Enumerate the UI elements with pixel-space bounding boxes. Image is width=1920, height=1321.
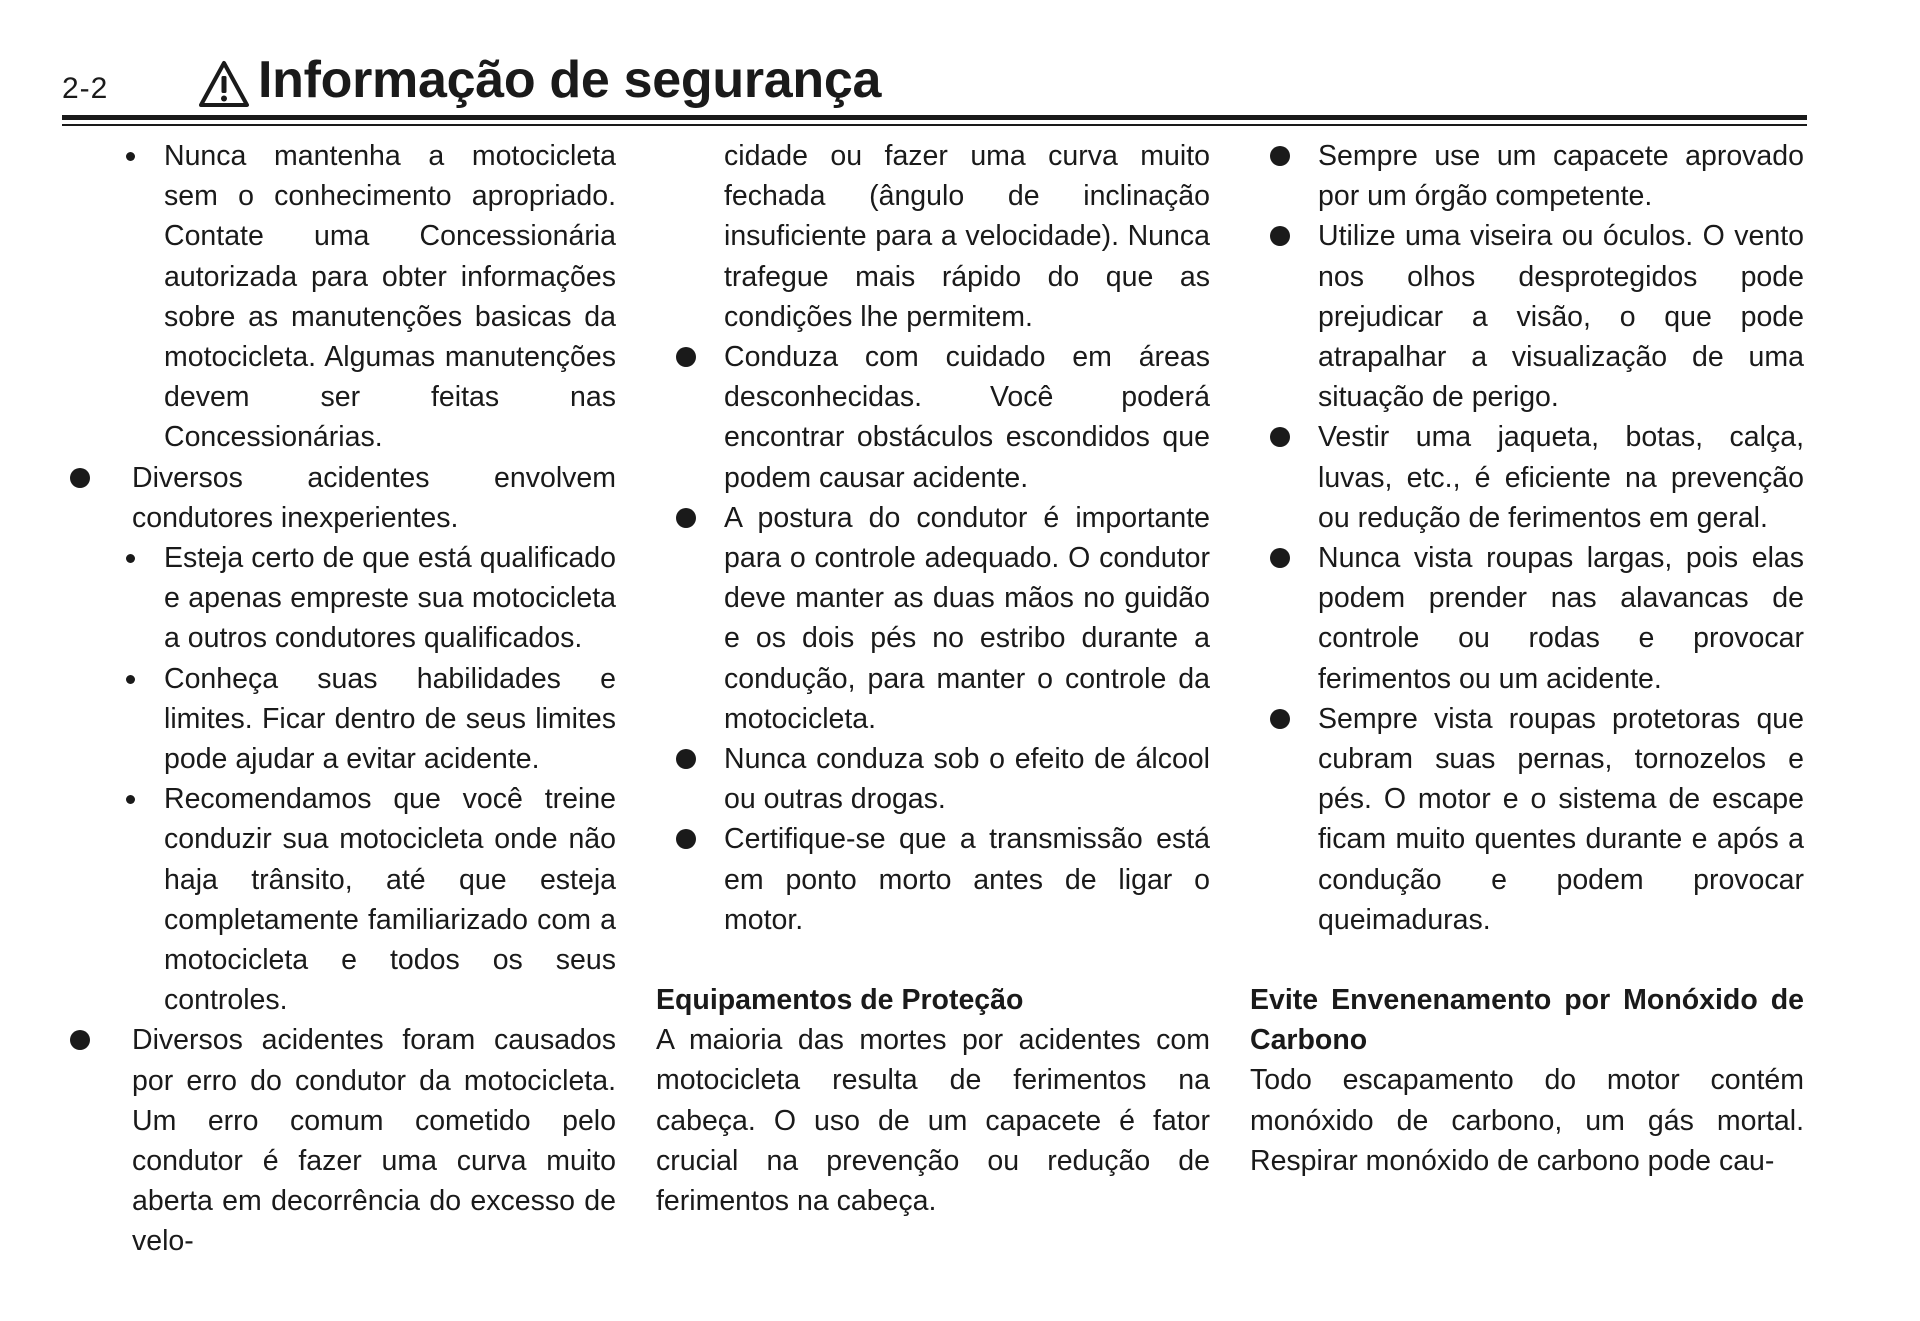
bullet-icon (1270, 548, 1290, 568)
list-item-text: Diversos acidentes foram causados por erro do condutor da motocicleta. Um erro comum cometido pelo condutor é fazer uma curva muito aberta em decorrência do excesso de velo- (132, 1024, 616, 1258)
small-bullet-icon (126, 675, 135, 684)
list-item-text: Vestir uma jaqueta, botas, calça, luvas, etc., é eficiente na prevenção ou redução de ferimentos em geral. (1318, 421, 1804, 534)
list-item (1250, 699, 1804, 940)
bullet-icon (676, 829, 696, 849)
continued-text: cidade ou fazer uma curva muito fechada (ângulo de inclinação insuficiente para a velocidade). Nunca trafegue mais rápido do que as condições lhe permitem. (724, 140, 1210, 333)
list-item (1250, 538, 1804, 699)
list-item (656, 498, 1210, 739)
list-item (656, 337, 1210, 498)
header-rule-thin (62, 124, 1807, 126)
list-item (1250, 136, 1804, 216)
page-title: Informação de segurança (258, 51, 882, 109)
page-header (62, 50, 1807, 122)
list-item (70, 136, 616, 458)
list-item (656, 819, 1210, 940)
bullet-icon (676, 347, 696, 367)
bullet-icon (70, 468, 90, 488)
list-item-text: Sempre use um capacete aprovado por um órgão competente. (1318, 140, 1804, 213)
section-paragraph: Todo escapamento do motor contém monóxido de carbono, um gás mortal. Respirar monóxido de carbono pode cau- (1250, 1064, 1804, 1177)
list-item (70, 659, 616, 780)
section-paragraph: A maioria das mortes por acidentes com motocicleta resulta de ferimentos na cabeça. O uso de um capacete é fator crucial na prevenção ou redução de ferimentos na cabeça. (656, 1024, 1210, 1218)
list-item-text: Nunca mantenha a motocicleta sem o conhecimento apropriado. Contate uma Concessionária autorizada para obter informações sobre as manutenções basicas da motocicleta. Algumas manutenções devem ser feitas nas Concessionárias. (164, 140, 616, 454)
list-item-text: Certifique-se que a transmissão está em ponto morto antes de ligar o motor. (724, 823, 1210, 936)
list-item (70, 1020, 616, 1261)
list-item (1250, 417, 1804, 538)
list-item (1250, 216, 1804, 417)
list-item (70, 458, 616, 538)
bullet-icon (1270, 226, 1290, 246)
list-item-text: Conduza com cuidado em áreas desconhecidas. Você poderá encontrar obstáculos escondidos que podem causar acidente. (724, 341, 1210, 494)
bullet-icon (676, 749, 696, 769)
bullet-icon (676, 508, 696, 528)
list-item (70, 779, 616, 1020)
list-item-text: Sempre vista roupas protetoras que cubram suas pernas, tornozelos e pés. O motor e o sistema de escape ficam muito quentes durante e após a condução e podem provocar queimaduras. (1318, 702, 1804, 936)
list-item-text: Diversos acidentes envolvem condutores inexperientes. (132, 461, 616, 534)
list-item-text: Conheça suas habilidades e limites. Ficar dentro de seus limites pode ajudar a evitar acidente. (164, 662, 616, 776)
list-item-text: A postura do condutor é importante para o controle adequado. O condutor deve manter as duas mãos no guidão e os dois pés no estribo durante a condução, para manter o controle da motocicleta. (724, 501, 1210, 735)
list-item-text: Esteja certo de que está qualificado e apenas empreste sua motocicleta a outros condutores qualificados. (164, 542, 616, 655)
bullet-icon (1270, 709, 1290, 729)
list-item-text: Nunca vista roupas largas, pois elas podem prender nas alavancas de controle ou rodas e provocar ferimentos ou um acidente. (1318, 542, 1804, 695)
section-heading: Equipamentos de Proteção (656, 984, 1024, 1017)
small-bullet-icon (126, 554, 135, 563)
list-item (70, 538, 616, 659)
section-heading: Evite Envenenamento por Monóxido de Carbono (1250, 984, 1804, 1057)
warning-triangle-icon (198, 60, 250, 108)
bullet-icon (70, 1030, 90, 1050)
list-item-text: Utilize uma viseira ou óculos. O vento nos olhos desprotegidos pode prejudicar a visão, o que pode atrapalhar a visualização de uma situação de perigo. (1318, 220, 1804, 414)
column-1 (70, 136, 616, 1262)
bullet-icon (1270, 146, 1290, 166)
header-rule-thick (62, 115, 1807, 120)
column-3 (1250, 136, 1804, 1181)
list-item-text: Nunca conduza sob o efeito de álcool ou outras drogas. (724, 743, 1210, 816)
list-item-text: Recomendamos que você treine conduzir sua motocicleta onde não haja trânsito, até que esteja completamente familiarizado com a motocicleta e todos os seus controles. (164, 783, 616, 1017)
small-bullet-icon (126, 795, 135, 804)
list-item (656, 739, 1210, 819)
page-number: 2-2 (62, 72, 109, 105)
small-bullet-icon (126, 152, 135, 161)
column-2 (656, 136, 1210, 1221)
bullet-icon (1270, 427, 1290, 447)
